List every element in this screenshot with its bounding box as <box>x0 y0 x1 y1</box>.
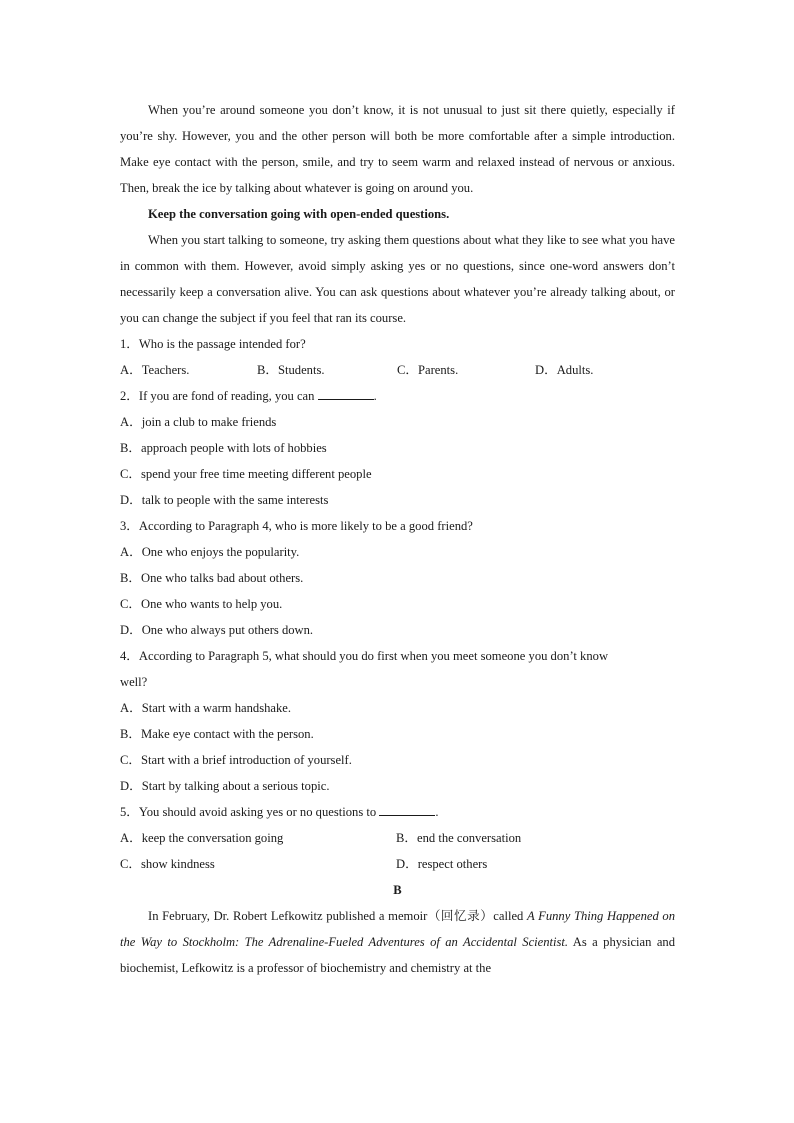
answer-blank <box>379 803 435 816</box>
option-b: B．One who talks bad about others. <box>120 571 304 585</box>
question-stem-line-1: 4．According to Paragraph 5, what should you do first when you meet someone you don’t know <box>120 649 609 663</box>
question-4 <box>120 643 675 799</box>
stem-text: 5．You should avoid asking yes or no questions to <box>120 805 380 819</box>
option-a: A．One who enjoys the popularity. <box>120 545 300 559</box>
option-c: C．show kindness <box>120 857 215 871</box>
option-d: D．One who always put others down. <box>120 623 314 637</box>
option-b: B．Make eye contact with the person. <box>120 727 314 741</box>
options-row-1 <box>120 825 675 851</box>
question-5 <box>120 799 675 877</box>
question-stem-line-2: well? <box>120 675 148 689</box>
option-a: A．Start with a warm handshake. <box>120 701 292 715</box>
paragraph-open-ended-questions: When you start talking to someone, try asking them questions about what they like to see what you have in common with them. However, avoid simply asking yes or no questions, since one-word answers don’t necessarily keep a conversation alive. You can ask questions about whatever you’re already talking about, or you can change the subject if you feel that ran its course. <box>120 233 675 325</box>
question-stem: 1．Who is the passage intended for? <box>120 337 306 351</box>
option-c: C．One who wants to help you. <box>120 597 283 611</box>
option-b: B．approach people with lots of hobbies <box>120 441 327 455</box>
option-d: D．Adults. <box>535 363 594 377</box>
question-3 <box>120 513 675 643</box>
question-1 <box>120 331 675 383</box>
section-b-paragraph <box>120 903 675 981</box>
option-c: C．Start with a brief introduction of yourself. <box>120 753 352 767</box>
option-d: D．talk to people with the same interests <box>120 493 329 507</box>
option-a: A．Teachers. <box>120 363 190 377</box>
option-c: C．Parents. <box>397 363 459 377</box>
option-c: C．spend your free time meeting different people <box>120 467 372 481</box>
stem-end: . <box>373 389 377 403</box>
section-heading: Keep the conversation going with open-ended questions. <box>148 207 450 221</box>
question-stem <box>120 383 675 409</box>
option-a: A．join a club to make friends <box>120 415 277 429</box>
options-row-2 <box>120 851 675 877</box>
option-b: B．end the conversation <box>396 831 522 845</box>
option-a: A．keep the conversation going <box>120 831 284 845</box>
book-title: A Funny Thing Happened on the Way to Stockholm: The Adrenaline-Fueled Adventures of an Accidental Scientist. <box>120 909 675 949</box>
paragraph-introduction: When you’re around someone you don’t know, it is not unusual to just sit there quietly, especially if you’re shy. However, you and the other person will both be more comfortable after a simple introduction. Make eye contact with the person, smile, and try to seem warm and relaxed instead of nervous or anxious. Then, break the ice by talking about whatever is going on around you. <box>120 103 675 195</box>
content-column <box>120 97 675 981</box>
section-b-label: B <box>393 883 402 897</box>
option-d: D．respect others <box>396 857 488 871</box>
question-stem <box>120 799 675 825</box>
options-row <box>120 357 675 383</box>
answer-blank <box>318 387 374 400</box>
option-b: B．Students. <box>257 363 325 377</box>
question-2 <box>120 383 675 513</box>
stem-text: 2．If you are fond of reading, you can <box>120 389 318 403</box>
section-b-text-end: As a physician and biochemist, Lefkowitz is a professor of biochemistry and chemistry at the <box>120 935 676 975</box>
stem-end: . <box>435 805 439 819</box>
option-d: D．Start by talking about a serious topic. <box>120 779 330 793</box>
section-b-text-start: In February, Dr. Robert Lefkowitz published a memoir（回忆录）called <box>148 909 528 923</box>
question-stem: 3．According to Paragraph 4, who is more likely to be a good friend? <box>120 519 473 533</box>
